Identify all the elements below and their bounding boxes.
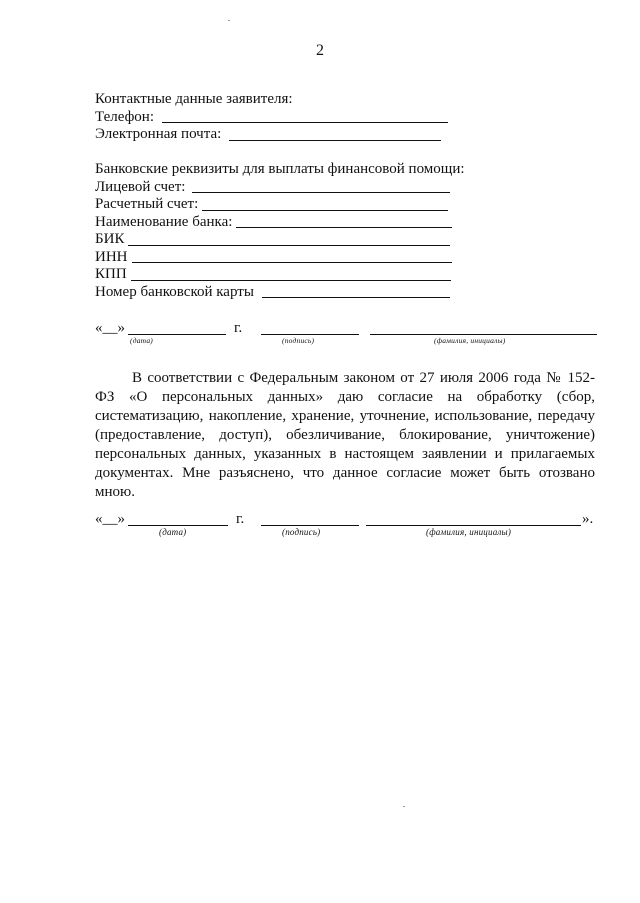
kpp-label: КПП — [95, 266, 127, 282]
phone-line — [95, 109, 475, 127]
inn-label: ИНН — [95, 248, 128, 265]
closing-quote: ». — [582, 511, 594, 527]
account-label: Лицевой счет: — [95, 178, 186, 195]
bik-line — [95, 231, 475, 249]
bank-heading-text: Банковские реквизиты для выплаты финансовой помощи: — [95, 161, 465, 177]
name-caption: (фамилия, инициалы) — [426, 527, 512, 537]
signature-field[interactable] — [261, 320, 359, 335]
kpp-field[interactable] — [131, 267, 451, 281]
contacts-section — [95, 91, 475, 144]
contacts-heading — [95, 91, 475, 109]
card-field[interactable] — [262, 284, 450, 298]
card-line — [95, 284, 475, 302]
email-field[interactable] — [229, 127, 441, 141]
date-field[interactable] — [128, 320, 226, 335]
date-open-quote: «__» — [95, 320, 125, 336]
year-suffix: г. — [236, 511, 245, 527]
card-label: Номер банковской карты — [95, 283, 254, 300]
inn-field[interactable] — [132, 249, 452, 263]
date-caption: (дата) — [159, 527, 187, 537]
name-caption: (фамилия, инициалы) — [434, 336, 506, 345]
date-field[interactable] — [128, 511, 228, 526]
bik-label: БИК — [95, 231, 125, 247]
name-field[interactable] — [370, 320, 597, 335]
bank-name-line — [95, 214, 475, 232]
settlement-line — [95, 196, 475, 214]
settlement-field[interactable] — [202, 197, 448, 211]
bik-field[interactable] — [128, 232, 450, 246]
signature-caption: (подпись) — [282, 527, 321, 537]
email-label: Электронная почта: — [95, 126, 222, 142]
signature-row-1 — [95, 320, 605, 338]
inn-line — [95, 249, 475, 267]
bank-name-label: Наименование банка: — [95, 213, 233, 230]
date-open-quote: «__» — [95, 511, 125, 527]
signature-field[interactable] — [261, 511, 359, 526]
phone-label: Телефон: — [95, 108, 154, 125]
contacts-heading-text: Контактные данные заявителя: — [95, 91, 293, 107]
scan-speck — [403, 806, 405, 807]
date-caption: (дата) — [130, 336, 153, 345]
consent-paragraph: В соответствии с Федеральным законом от 27 июля 2006 года № 152-ФЗ «О персональных данных» даю согласие на обработку (сбор, систематизацию, накопление, хранение, уточнение, использование, передачу (предоставление, доступ), обезличивание, блокирование, уничтожение) персональных данных, указанных в настоящем заявлении и прилагаемых документах. Мне разъяснено, что данное согласие может быть отозвано мною. — [95, 370, 595, 500]
kpp-line — [95, 266, 475, 284]
account-field[interactable] — [192, 179, 450, 193]
bank-section — [95, 161, 475, 301]
signature-caption: (подпись) — [282, 336, 315, 345]
year-suffix: г. — [234, 320, 243, 336]
bank-name-field[interactable] — [236, 214, 452, 228]
phone-field[interactable] — [162, 109, 448, 123]
bank-heading — [95, 161, 475, 179]
scan-speck — [228, 20, 230, 21]
account-line — [95, 179, 475, 197]
email-line — [95, 126, 475, 144]
name-field[interactable] — [366, 511, 581, 526]
settlement-label: Расчетный счет: — [95, 196, 199, 212]
page-number: 2 — [316, 42, 324, 59]
